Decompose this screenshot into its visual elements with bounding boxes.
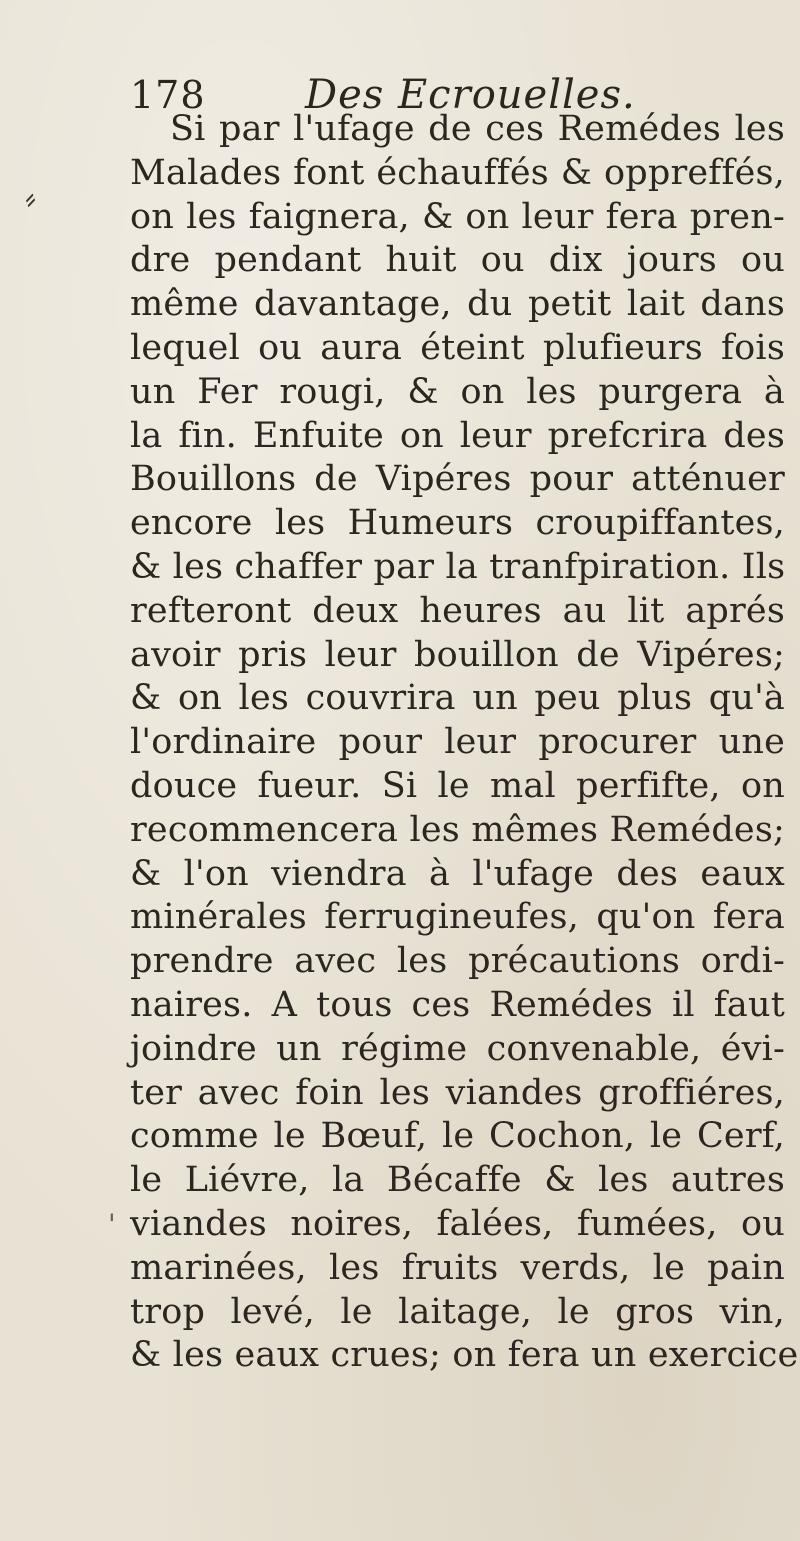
text-line: ter avec foin les viandes groffiéres, xyxy=(130,1072,785,1113)
text-line: joindre un régime convenable, évi- xyxy=(130,1028,785,1069)
text-line: dre pendant huit ou dix jours ou xyxy=(130,240,785,281)
running-title: Des Ecrouelles. xyxy=(305,72,636,118)
text-line: l'ordinaire pour leur procurer une xyxy=(130,722,785,763)
text-line: naires. A tous ces Remédes il faut xyxy=(130,984,785,1025)
text-line: trop levé, le laitage, le gros vin, xyxy=(130,1291,785,1332)
page-number: 178 xyxy=(130,73,206,117)
text-line: & les chaffer par la tranfpiration. Ils xyxy=(130,546,786,587)
text-line: douce fueur. Si le mal perfifte, on xyxy=(130,765,785,806)
text-line: marinées, les fruits verds, le pain xyxy=(130,1247,785,1288)
text-line: la fin. Enfuite on leur prefcrira des xyxy=(130,415,785,456)
text-line: Bouillons de Vipéres pour atténuer xyxy=(130,459,785,500)
body-text xyxy=(130,108,799,1378)
text-line: viandes noires, falées, fumées, ou xyxy=(130,1203,785,1244)
text-line: Si par l'ufage de ces Remédes les xyxy=(170,109,785,149)
text-line: recommencera les mêmes Remédes; xyxy=(130,809,785,850)
text-line: minérales ferrugineufes, qu'on fera xyxy=(130,897,785,938)
text-line: lequel ou aura éteint plufieurs fois xyxy=(130,327,785,368)
text-line: le Liévre, la Bécaffe & les autres xyxy=(130,1160,785,1201)
text-line: on les faignera, & on leur fera pren- xyxy=(130,196,785,237)
margin-mark: ' xyxy=(108,1208,116,1241)
text-line: & l'on viendra à l'ufage des eaux xyxy=(130,853,785,894)
text-line: avoir pris leur bouillon de Vipéres; xyxy=(130,634,785,675)
text-line: même davantage, du petit lait dans xyxy=(130,284,785,325)
text-line: comme le Bœuf, le Cochon, le Cerf, xyxy=(130,1116,785,1157)
text-line: & on les couvrira un peu plus qu'à xyxy=(130,678,785,719)
text-line: encore les Humeurs croupiffantes, xyxy=(130,503,785,544)
text-line: & les eaux crues; on fera un exercice xyxy=(130,1335,799,1376)
text-line: un Fer rougi, & on les purgera à xyxy=(130,371,785,412)
text-line: Malades font échauffés & oppreffés, xyxy=(130,152,785,193)
text-line: refteront deux heures au lit aprés xyxy=(130,590,785,631)
text-line: prendre avec les précautions ordi- xyxy=(130,941,785,982)
margin-mark: ⸗ xyxy=(17,177,42,219)
